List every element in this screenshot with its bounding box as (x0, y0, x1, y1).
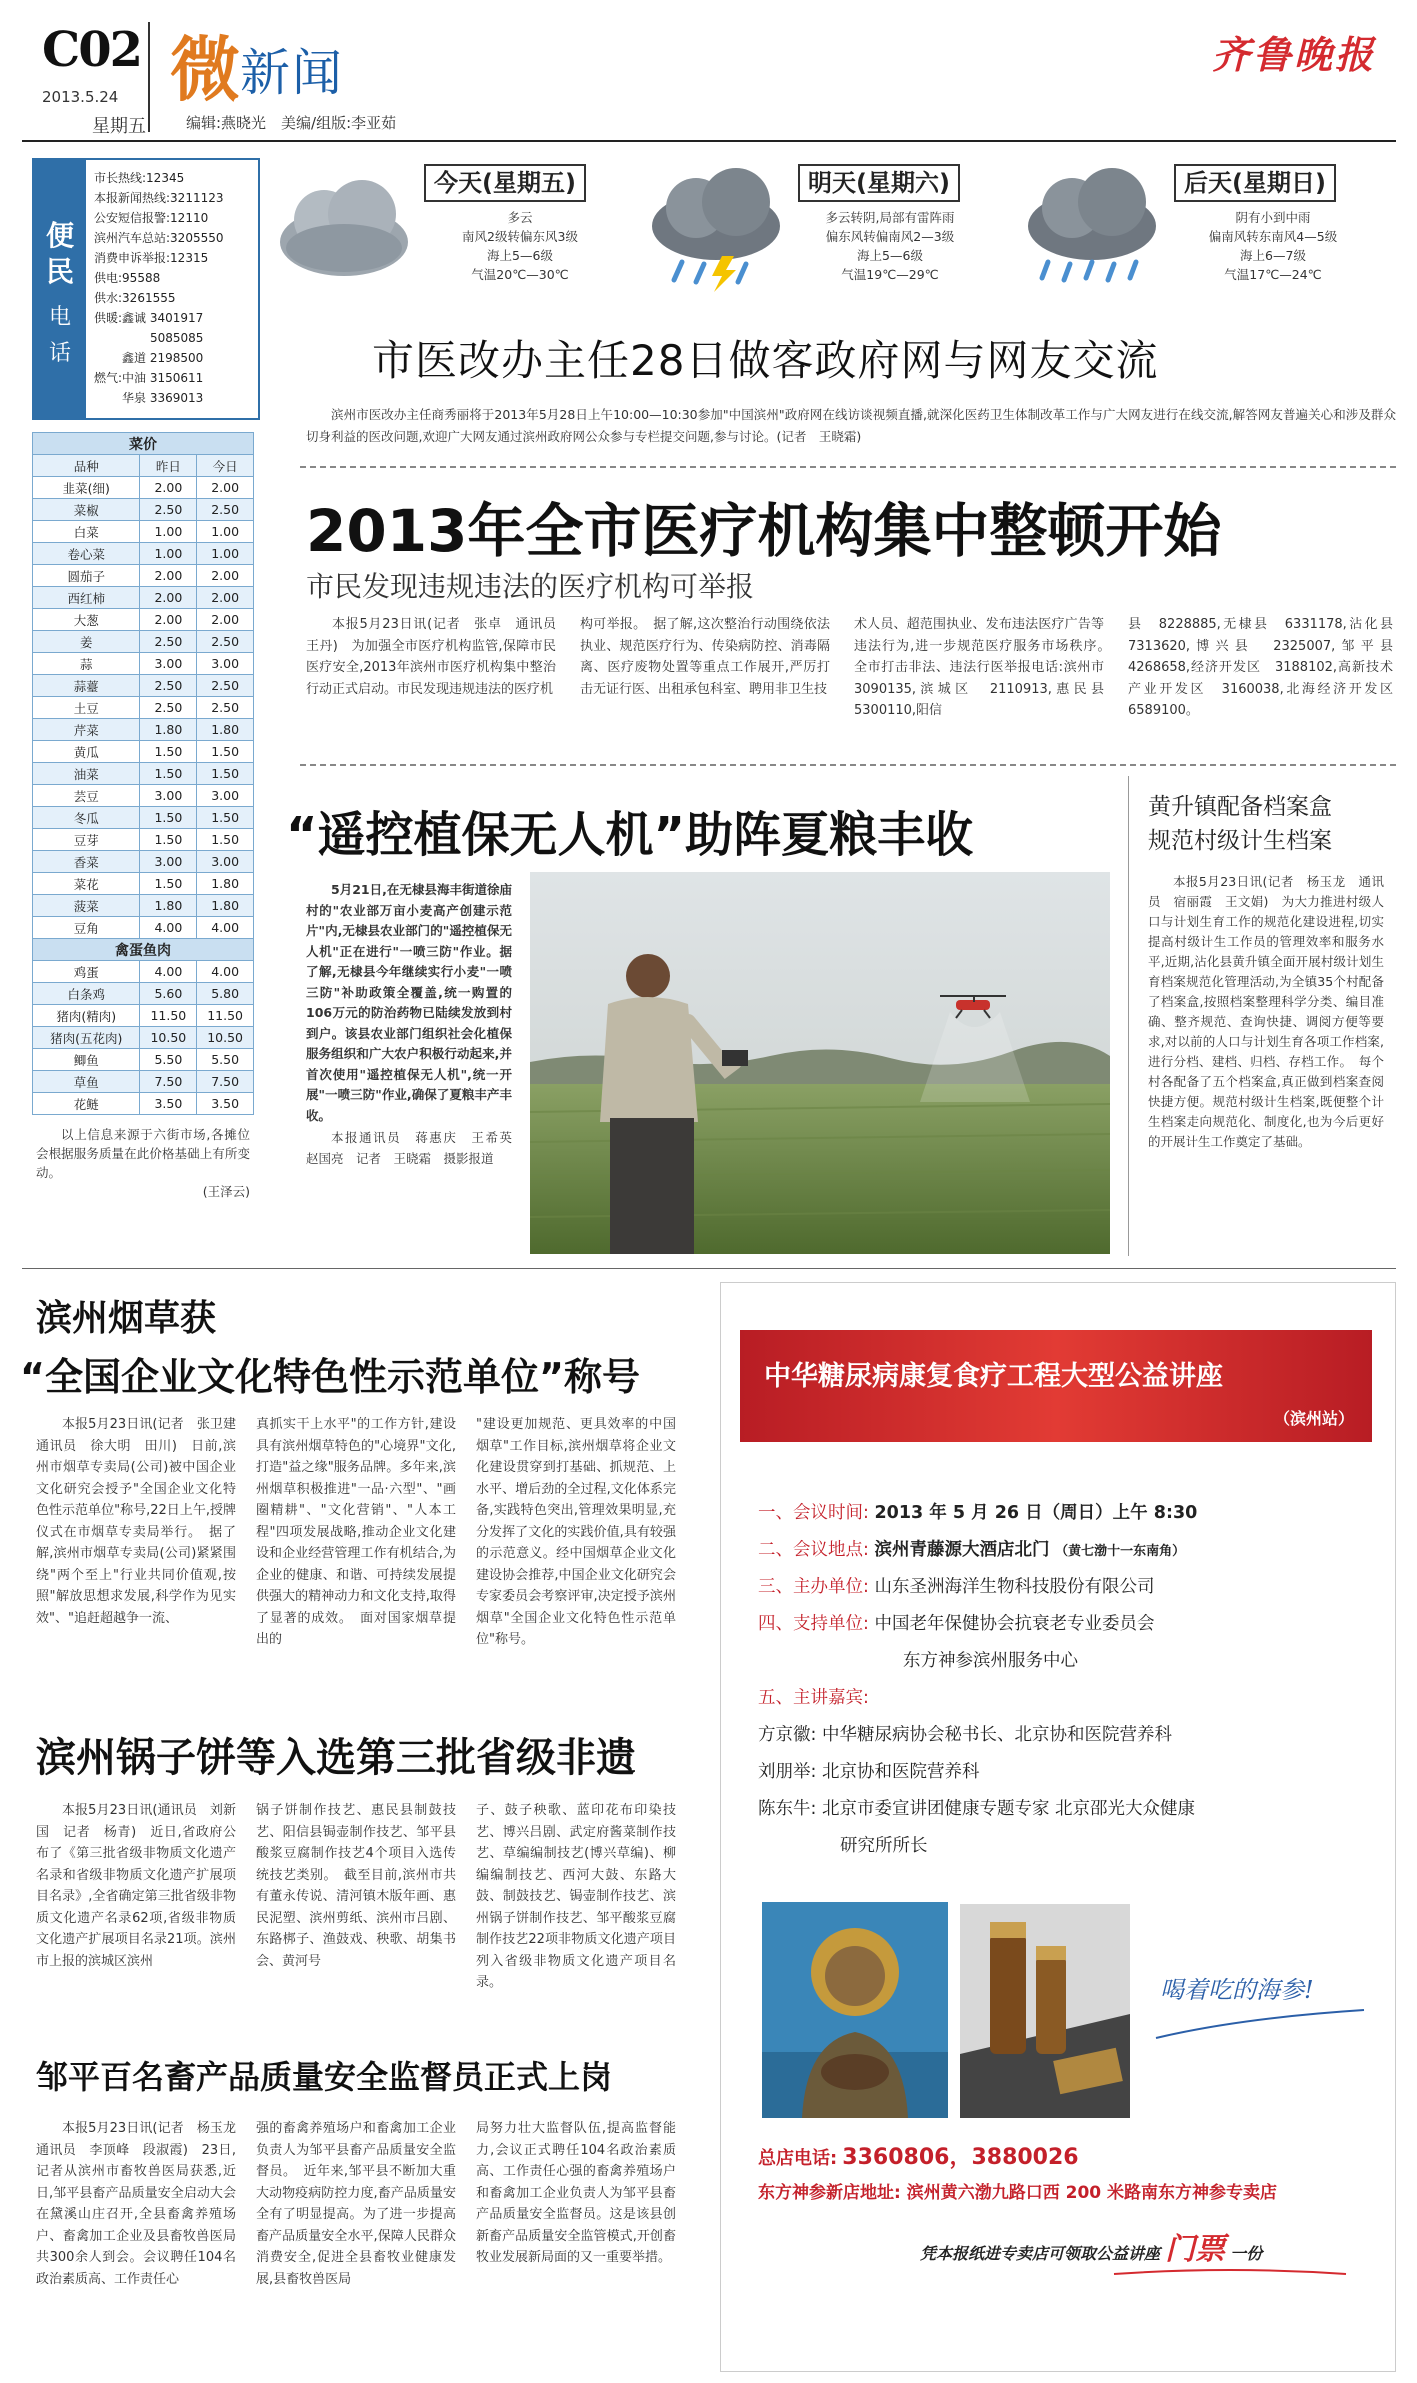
price-today: 4.00 (197, 917, 254, 939)
table-row (33, 763, 254, 785)
ad-row (903, 1646, 1078, 1676)
price-yesterday: 3.00 (140, 851, 197, 873)
price-yesterday: 1.80 (140, 719, 197, 741)
ad-row-value: 中国老年保健协会抗衰老专业委员会 (874, 1614, 1155, 1634)
column-header: 昨日 (140, 455, 197, 477)
cloudy-icon (270, 164, 418, 294)
table-row (33, 829, 254, 851)
weather-line: 多云转阴,局部有雷阵雨 (825, 210, 955, 225)
item-name: 菜花 (33, 873, 140, 895)
price-today: 2.50 (197, 675, 254, 697)
article-column: "建设更加规范、更具效率的中国烟草"工作目标,滨州烟草将企业文化建设贯穿到打基础、抓规范、上水平、增后劲的全过程,文化体系完备,实践特色突出,管理效果明显,充分发挥了文化的实践价值,具有较强的示范意义。经中国烟草企业文化建设协会推荐,中国企业文化研究会专家委员会考察评审,决定授予滨州烟草"全国企业文化特色性示范单位"称号。 (476, 1417, 676, 1647)
article-column: 本报5月23日讯(记者 张卓 通讯员 王丹) 为加强全市医疗机构监管,保障市民医疗安全,2013年滨州市医疗机构集中整治行动正式启动。市民发现违规违法的医疗机 (306, 617, 570, 697)
table-row (33, 785, 254, 807)
item-name: 芸豆 (33, 785, 140, 807)
page-code: C02 (42, 22, 141, 78)
price-yesterday: 2.50 (140, 697, 197, 719)
item-name: 油菜 (33, 763, 140, 785)
weather-line: 气温17℃—24℃ (1224, 267, 1322, 282)
weather-line: 海上5—6级 (487, 248, 553, 263)
article-body: 滨州市医改办主任商秀丽将于2013年5月28日上午10:00—10:30参加"中国滨州"政府网在线访谈视频直播,就深化医药卫生体制改革工作与广大网友进行在线交流,解答网友普遍关心和涉及群众切身利益的医改问题,欢迎广大网友通过滨州政府网公众参与专栏提交问题,参与讨论。(记者 王晓霜) (306, 407, 1396, 444)
hotline-line: 公安短信报警:12110 (94, 211, 209, 225)
ad-row (758, 1498, 1197, 1528)
ad-phone (758, 2140, 1079, 2171)
article-column: 本报5月23日讯(记者 张卫建 通讯员 徐大明 田川) 日前,滨州市烟草专卖局(公司)被中国企业文化研究会授予"全国企业文化特色性示范单位"称号,22日上午,授牌仪式在市烟草专卖局举行。 据了解,滨州市烟草专卖局(公司)紧紧围绕"两个至上"行业共同价值观,按照"解放思想求发展,科学作为见实效"、"追赶超越争一流、 (36, 1417, 250, 1626)
price-table (32, 432, 254, 1115)
weather-line: 气温20℃—30℃ (471, 267, 569, 282)
table-row (33, 543, 254, 565)
weather-details (420, 208, 620, 284)
weather-line: 偏南风转东南风4—5级 (1208, 229, 1338, 244)
price-today: 7.50 (197, 1071, 254, 1093)
price-today: 2.00 (197, 609, 254, 631)
rain-icon (1018, 164, 1166, 294)
table-row (33, 609, 254, 631)
weather-day-title: 后天(星期日) (1174, 164, 1336, 202)
price-yesterday: 2.00 (140, 587, 197, 609)
article-column: 构可举报。 据了解,这次整治行动围绕依法执业、规范医疗行为、传染病防控、消毒隔离、医疗废物处置等重点工作展开,严厉打击无证行医、出租承包科室、聘用非卫生技 (580, 617, 830, 697)
price-today: 1.00 (197, 543, 254, 565)
price-yesterday: 3.00 (140, 653, 197, 675)
ad-row-value: 山东圣洲海洋生物科技股份有限公司 (874, 1577, 1155, 1597)
ad-row-value: 中华糖尿病协会秘书长、北京协和医院营养科 (821, 1725, 1172, 1745)
price-today: 5.80 (197, 983, 254, 1005)
item-name: 土豆 (33, 697, 140, 719)
price-today: 2.50 (197, 499, 254, 521)
table-row (33, 807, 254, 829)
price-yesterday: 10.50 (140, 1027, 197, 1049)
price-yesterday: 5.60 (140, 983, 197, 1005)
weather-line: 阴有小到中雨 (1235, 210, 1311, 225)
issue-date: 2013.5.24 (42, 88, 119, 106)
ad-row-value: 研究所所长 (840, 1836, 928, 1856)
article-column: 子、鼓子秧歌、蓝印花布印染技艺、博兴吕剧、武定府酱菜制作技艺、草编编制技艺(博兴草编)、柳编编制技艺、西河大鼓、东路大鼓、制鼓技艺、锔壶制作技艺、滨州锅子饼制作技艺、邹平酸浆豆腐制作技艺22项非物质文化遗产项目列入省级非物质文化遗产项目名录。 (476, 1803, 676, 1990)
table-section (33, 939, 254, 961)
price-today: 2.00 (197, 477, 254, 499)
ticket-underline (1110, 2264, 1350, 2284)
price-yesterday: 7.50 (140, 1071, 197, 1093)
price-yesterday: 2.00 (140, 609, 197, 631)
article-title: 滨州锅子饼等入选第三批省级非遗 (36, 1735, 636, 1781)
item-name: 猪肉(五花肉) (33, 1027, 140, 1049)
table-row (33, 873, 254, 895)
ad-station: （滨州站） (1273, 1409, 1354, 1428)
ad-box (720, 1282, 1396, 2372)
price-today: 1.00 (197, 521, 254, 543)
section-logo-rest: 新闻 (240, 44, 344, 102)
table-row (33, 565, 254, 587)
hotline-line: 供水:3261555 (94, 291, 176, 305)
price-today: 3.00 (197, 851, 254, 873)
price-today: 11.50 (197, 1005, 254, 1027)
photo-credit: 本报通讯员 蒋惠庆 王希英 赵国亮 记者 王晓霜 摄影报道 (306, 1130, 525, 1166)
price-today: 2.00 (197, 587, 254, 609)
hotline-line: 鑫道 2198500 (122, 351, 204, 365)
hotline-line: 燃气:中油 3150611 (94, 371, 204, 385)
thunderstorm-icon (642, 164, 790, 294)
weather-day-title: 明天(星期六) (798, 164, 960, 202)
price-today: 2.50 (197, 631, 254, 653)
ad-row (758, 1683, 869, 1713)
ad-row-key: 方京徽: (758, 1725, 817, 1745)
ad-row-value: 东方神参滨州服务中心 (903, 1651, 1078, 1671)
price-today: 1.80 (197, 719, 254, 741)
ad-row-key: 刘朋举: (758, 1762, 817, 1782)
item-name: 菠菜 (33, 895, 140, 917)
item-name: 草鱼 (33, 1071, 140, 1093)
table-row (33, 895, 254, 917)
ad-row-value: 北京市委宣讲团健康专题专家 北京邵光大众健康 (821, 1799, 1196, 1819)
column-header: 品种 (33, 455, 140, 477)
item-name: 豆芽 (33, 829, 140, 851)
weather-line: 海上5—6级 (857, 248, 923, 263)
issue-weekday: 星期五 (92, 116, 146, 137)
price-table-box (32, 432, 254, 1201)
hotline-line: 华泉 3369013 (122, 391, 204, 405)
table-row (33, 477, 254, 499)
price-yesterday: 1.50 (140, 807, 197, 829)
article-body-text: 5月21日,在无棣县海丰街道徐庙村的"农业部万亩小麦高产创建示范片"内,无棣县农业部门的"遥控植保无人机"正在进行"一喷三防"作业。据了解,无棣县今年继续实行小麦"一喷三防"补助政策全覆盖,统一购置的106万元的防治药物已陆续发放到村到户。该县农业部门组织社会化植保服务组织和广大农户积极行动起来,并首次使用"遥控植保无人机",统一开展"一喷三防"作业,确保了夏粮丰产丰收。 (306, 882, 512, 1123)
ad-title: 中华糖尿病康复食疗工程大型公益讲座 (764, 1361, 1223, 1392)
price-today: 1.50 (197, 741, 254, 763)
table-row (33, 653, 254, 675)
ad-phone-label: 总店电话: (758, 2148, 838, 2169)
price-yesterday: 1.00 (140, 521, 197, 543)
ad-row (758, 1794, 1195, 1824)
table-row (33, 521, 254, 543)
item-name: 姜 (33, 631, 140, 653)
section-logo (170, 14, 344, 115)
hotline-title-char: 话 (48, 341, 71, 366)
hotline-title-char: 民 (45, 255, 74, 288)
item-name: 黄瓜 (33, 741, 140, 763)
price-yesterday: 3.00 (140, 785, 197, 807)
item-name: 白条鸡 (33, 983, 140, 1005)
table-row (33, 983, 254, 1005)
ad-row-key: 陈东牛: (758, 1799, 817, 1819)
ad-row-value: 北京协和医院营养科 (821, 1762, 980, 1782)
article-column: 本报5月23日讯(记者 杨玉龙 通讯员 李顶峰 段淑霞) 23日,记者从滨州市畜牧兽医局获悉,近日,邹平县畜产品质量安全启动大会在黛溪山庄召开,全县畜禽养殖场户、畜禽加工企业及县畜牧兽医局共300余人到会。会议聘任104名政治素质高、工作责任心 (36, 2121, 250, 2287)
item-name: 圆茄子 (33, 565, 140, 587)
table-row (33, 1071, 254, 1093)
article-title: 市医改办主任28日做客政府网与网友交流 (372, 336, 1159, 385)
price-today: 1.50 (197, 829, 254, 851)
article-column: 真抓实干上水平"的工作方针,建设具有滨州烟草特色的"心境界"文化,打造"益之缘"服务品牌。多年来,滨州烟草积极推进"一品·六型"、"画圈精耕"、"文化营销"、"人本工程"四项发展战略,推动企业文化建设和企业经营管理工作有机结合,为企业的健康、和谐、可持续发展提供强大的精神动力和文化支持,取得了显著的成效。 面对国家烟草提出的 (256, 1417, 456, 1647)
price-today: 1.80 (197, 873, 254, 895)
slogan-swoosh (1150, 2004, 1370, 2044)
ad-row (758, 1535, 1185, 1567)
article-title: 2013年全市医疗机构集中整顿开始 (306, 497, 1222, 565)
price-yesterday: 1.00 (140, 543, 197, 565)
table-row (33, 1027, 254, 1049)
price-yesterday: 5.50 (140, 1049, 197, 1071)
hotline-line: 市长热线:12345 (94, 171, 185, 185)
drone-photo (530, 872, 1110, 1254)
column-header: 今日 (197, 455, 254, 477)
table-row (33, 917, 254, 939)
ad-address (758, 2178, 1277, 2203)
price-yesterday: 2.50 (140, 675, 197, 697)
price-today: 3.50 (197, 1093, 254, 1115)
weather-line: 偏东风转偏南风2—3级 (825, 229, 955, 244)
price-yesterday: 1.50 (140, 829, 197, 851)
item-name: 西红柿 (33, 587, 140, 609)
ad-ticket (920, 2224, 1262, 2268)
weather-details (790, 208, 990, 284)
article-subtitle: 市民发现违规违法的医疗机构可举报 (306, 570, 755, 603)
table-row (33, 697, 254, 719)
article-title: 邹平百名畜产品质量安全监督员正式上岗 (36, 2058, 613, 2096)
diver-photo (762, 1902, 948, 2118)
price-yesterday: 4.00 (140, 961, 197, 983)
article-body: 本报5月23日讯(记者 杨玉龙 通讯员 宿丽霞 王文娟) 为大力推进村级人口与计划生育工作的规范化建设进程,切实提高村级计生工作员的管理效率和服务水平,近期,沾化县黄升镇全面开展村级计划生育档案规范化管理活动,为全镇35个村配备了档案盒,按照档案整理科学分类、编目准确、整齐规范、查询快捷、调阅方便等要求,对以前的人口与计划生育各项工作档案,进行分档、建档、归档、存档工作。 每个村各配备了五个档案盒,真正做到档案查阅快捷方便。规范村级计生档案,既便整个计生档案走向规范化、制度化,也为今后更好的开展计生工作奠定了基础。 (1148, 874, 1384, 1149)
price-yesterday: 1.50 (140, 873, 197, 895)
ad-banner (740, 1330, 1372, 1442)
ad-row (758, 1572, 1154, 1602)
price-today: 4.00 (197, 961, 254, 983)
item-name: 蒜薹 (33, 675, 140, 697)
editor-credits: 编辑:燕晓光 美编/组版:李亚茹 (186, 114, 397, 132)
newspaper-logo: 齐鲁晚报 (1212, 32, 1377, 77)
item-name: 豆角 (33, 917, 140, 939)
table-row (33, 851, 254, 873)
section-logo-char: 微 (170, 29, 240, 111)
ad-row (840, 1831, 928, 1861)
item-name: 芹菜 (33, 719, 140, 741)
price-today: 1.50 (197, 807, 254, 829)
ad-slogan: 喝着吃的海参! (1160, 1976, 1314, 2004)
table-row (33, 719, 254, 741)
weather-day-title: 今天(星期五) (424, 164, 586, 202)
hotline-list (94, 168, 258, 408)
article-column: 锅子饼制作技艺、惠民县制鼓技艺、阳信县锔壶制作技艺、邹平县酸浆豆腐制作技艺4个项目入选传统技艺类别。 截至目前,滨州市共有董永传说、清河镇木版年画、惠民泥塑、滨州剪纸、滨州市吕剧、东路梆子、渔鼓戏、秧歌、胡集书会、黄河号 (256, 1803, 456, 1969)
weather-line: 海上6—7级 (1240, 248, 1306, 263)
table-row (33, 961, 254, 983)
ad-row-value: 2013 年 5 月 26 日（周日）上午 8:30 (874, 1503, 1198, 1523)
hotline-box (32, 158, 260, 420)
ad-row (758, 1720, 1172, 1750)
article-title-line: 规范村级计生档案 (1148, 828, 1332, 854)
ad-ticket-word: 门票 (1165, 2232, 1226, 2267)
hotline-line: 消费申诉举报:12315 (94, 251, 209, 265)
weather-details (1168, 208, 1378, 284)
price-yesterday: 3.50 (140, 1093, 197, 1115)
price-note-author: (王泽云) (202, 1184, 250, 1199)
ad-row-key: 二、会议地点: (758, 1540, 869, 1560)
price-today: 3.00 (197, 785, 254, 807)
article-title-line: 黄升镇配备档案盒 (1148, 794, 1332, 820)
table-row (33, 499, 254, 521)
hotline-line: 滨州汽车总站:3205550 (94, 231, 224, 245)
price-yesterday: 2.00 (140, 477, 197, 499)
table-row (33, 587, 254, 609)
ad-row-note: （黄七渤十一东南角） (1055, 1544, 1186, 1559)
price-yesterday: 1.50 (140, 763, 197, 785)
ad-row (758, 1757, 979, 1787)
item-name: 菜椒 (33, 499, 140, 521)
ad-ticket-text: 凭本报纸进专卖店可领取公益讲座 (920, 2244, 1161, 2263)
ad-address-label: 东方神参新店地址: (758, 2183, 901, 2203)
price-today: 5.50 (197, 1049, 254, 1071)
ad-address-value: 滨州黄六渤九路口西 200 米路南东方神参专卖店 (906, 2183, 1278, 2203)
hotline-title-char: 电 (48, 305, 71, 330)
table-row (33, 675, 254, 697)
table-row (33, 1005, 254, 1027)
price-today: 10.50 (197, 1027, 254, 1049)
weather-strip (270, 158, 1395, 308)
ad-row-key: 一、会议时间: (758, 1503, 869, 1523)
ad-row-key: 五、主讲嘉宾: (758, 1688, 869, 1708)
table-row (33, 741, 254, 763)
price-yesterday: 4.00 (140, 917, 197, 939)
item-name: 香菜 (33, 851, 140, 873)
article-title: 滨州烟草获 (36, 1298, 217, 1339)
article-column: 局努力壮大监督队伍,提高监督能力,会议正式聘任104名政治素质高、工作责任心强的畜禽养殖场户和畜禽加工企业负责人为邹平县畜产品质量安全监督员。这是该县创新畜产品质量安全监管模式,开创畜牧业发展新局面的又一重要举措。 (476, 2121, 676, 2265)
price-today: 2.00 (197, 565, 254, 587)
article-column: 本报5月23日讯(通讯员 刘新国 记者 杨青) 近日,省政府公布了《第三批省级非物质文化遗产名录和省级非物质文化遗产扩展项目名录》,全省确定第三批省级非物质文化遗产名录62项,省级非物质文化遗产扩展项目名录21项。滨州市上报的滨城区滨州 (36, 1803, 236, 1969)
hotline-line: 5085085 (150, 331, 204, 345)
item-name: 卷心菜 (33, 543, 140, 565)
table-row (33, 1049, 254, 1071)
price-yesterday: 2.50 (140, 631, 197, 653)
item-name: 鲫鱼 (33, 1049, 140, 1071)
ad-row (758, 1609, 1154, 1639)
weather-line: 南风2级转偏东风3级 (462, 229, 578, 244)
item-name: 冬瓜 (33, 807, 140, 829)
section-title: 禽蛋鱼肉 (33, 939, 254, 961)
price-today: 1.80 (197, 895, 254, 917)
item-name: 大葱 (33, 609, 140, 631)
article-column: 强的畜禽养殖场户和畜禽加工企业负责人为邹平县畜产品质量安全监督员。 近年来,邹平县不断加大重大动物疫病防控力度,畜产品质量安全有了明显提高。为了进一步提高畜产品质量安全水平,保障人民群众消费安全,促进全县畜牧业健康发展,县畜牧兽医局 (256, 2121, 456, 2287)
price-yesterday: 1.80 (140, 895, 197, 917)
item-name: 蒜 (33, 653, 140, 675)
price-table-title: 菜价 (33, 433, 254, 455)
price-today: 3.00 (197, 653, 254, 675)
price-yesterday: 11.50 (140, 1005, 197, 1027)
price-today: 1.50 (197, 763, 254, 785)
item-name: 花鲢 (33, 1093, 140, 1115)
hotline-title-char: 便 (45, 219, 74, 252)
item-name: 猪肉(精肉) (33, 1005, 140, 1027)
table-row (33, 1093, 254, 1115)
article-column: 县 8228885,无棣县 6331178,沾化县 7313620,博兴县 2325007,邹平县 4268658,经济开发区 3188102,高新技术产业开发区 3160038,北海经济开发区 6589100。 (1128, 617, 1407, 718)
article-title (1148, 790, 1396, 858)
ad-phone-number: 3360806，3880026 (842, 2145, 1079, 2170)
product-photo (960, 1904, 1130, 2118)
hotline-line: 供暖:鑫诚 3401917 (94, 311, 204, 325)
item-name: 鸡蛋 (33, 961, 140, 983)
price-yesterday: 1.50 (140, 741, 197, 763)
ad-row-key: 三、主办单位: (758, 1577, 869, 1597)
table-row (33, 631, 254, 653)
ad-ticket-end: 一份 (1230, 2244, 1263, 2263)
price-note: 以上信息来源于六街市场,各摊位会根据服务质量在此价格基础上有所变动。 (36, 1127, 250, 1180)
item-name: 白菜 (33, 521, 140, 543)
hotline-line: 本报新闻热线:3211123 (94, 191, 224, 205)
price-today: 2.50 (197, 697, 254, 719)
ad-row-value: 滨州青藤源大酒店北门 (874, 1540, 1050, 1560)
hotline-title (34, 160, 86, 418)
ad-row-key: 四、支持单位: (758, 1614, 869, 1634)
article-column: 术人员、超范围执业、发布违法医疗广告等违法行为,进一步规范医疗服务市场秩序。 全市打击非法、违法行医举报电话:滨州市 3090135,滨城区 2110913,惠民县 5300110,阳信 (854, 617, 1118, 718)
hotline-line: 供电:95588 (94, 271, 161, 285)
article-body (306, 880, 525, 1169)
item-name: 韭菜(细) (33, 477, 140, 499)
price-yesterday: 2.00 (140, 565, 197, 587)
weather-line: 气温19℃—29℃ (841, 267, 939, 282)
article-title: “全国企业文化特色性示范单位”称号 (20, 1355, 640, 1399)
price-yesterday: 2.50 (140, 499, 197, 521)
weather-line: 多云 (507, 210, 533, 225)
article-title: “遥控植保无人机”助阵夏粮丰收 (286, 807, 974, 863)
